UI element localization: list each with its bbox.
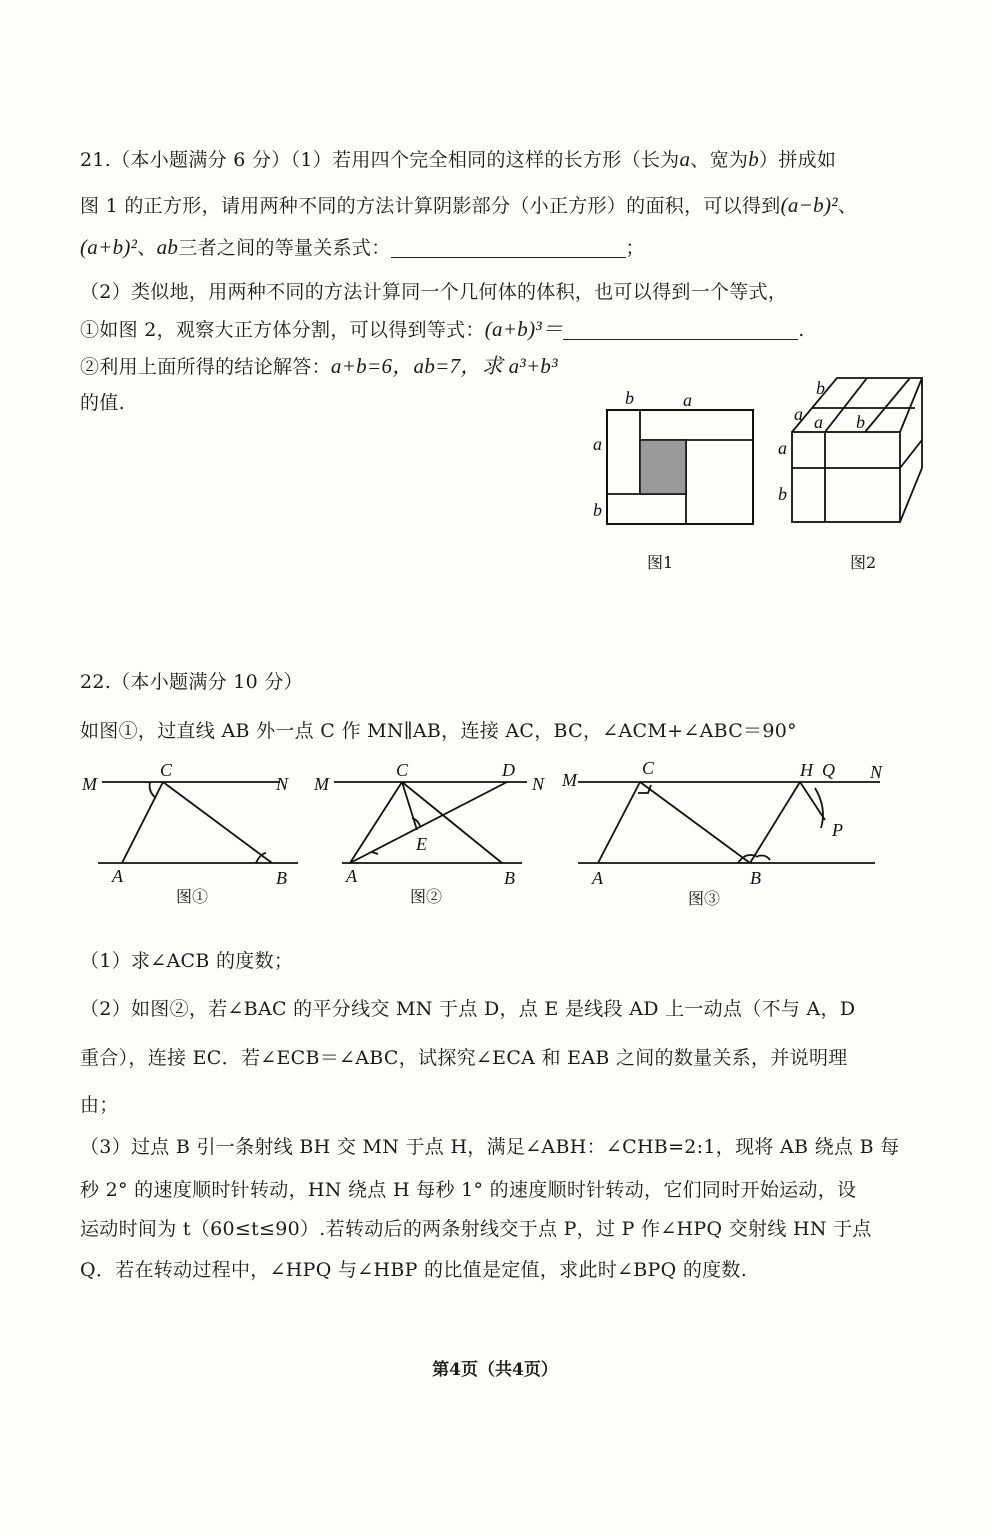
fig1-label-a-left: a <box>593 434 602 454</box>
q21-line-2: 图 1 的正方形，请用两种不同的方法计算阴影部分（小正方形）的面积，可以得到(a−b)²、 <box>80 193 858 217</box>
q21-line-1: 21.（本小题满分 6 分）（1）若用四个完全相同的这样的长方形（长为a、宽为b）拼成如 <box>80 147 837 171</box>
fig3-B: B <box>750 868 761 888</box>
shaded-small-square <box>640 440 686 494</box>
q22-fig1-caption: 图① <box>176 887 209 906</box>
figure-2 <box>770 370 940 580</box>
answer-blank-2[interactable] <box>563 319 798 340</box>
figure-1 <box>585 380 765 580</box>
fig1-M: M <box>82 774 97 794</box>
q22-figure-2 <box>312 760 552 910</box>
fig3-Q: Q <box>822 760 835 780</box>
q21-line-7: 的值. <box>80 392 125 414</box>
cube-front <box>792 432 900 522</box>
fig2-B: B <box>504 868 515 888</box>
fig2-N: N <box>532 774 545 794</box>
fig1-label-a: a <box>683 390 692 410</box>
q22-part2-line3: 由； <box>80 1094 119 1116</box>
fig2-E: E <box>416 834 427 854</box>
q22-part2-line1: （2）如图②，若∠BAC 的平分线交 MN 于点 D，点 E 是线段 AD 上一动点（不与 A，D <box>80 998 856 1020</box>
q22-part2-line2: 重合），连接 EC．若∠ECB＝∠ABC，试探究∠ECA 和 EAB 之间的数量关系，并说明理 <box>80 1047 848 1069</box>
q22-fig3-caption: 图③ <box>688 889 721 908</box>
q22-part3-line3: 运动时间为 t（60≤t≤90）.若转动后的两条射线交于点 P，过 P 作∠HPQ 交射线 HN 于点 <box>80 1218 872 1240</box>
fig2-label-b-top2: b <box>856 412 865 432</box>
fig2-M: M <box>314 774 329 794</box>
fig2-caption: 图2 <box>850 553 877 572</box>
answer-blank-1[interactable] <box>391 237 626 258</box>
fig1-A: A <box>112 866 123 886</box>
fig1-label-b-left: b <box>593 500 602 520</box>
fig2-label-a-front: a <box>778 438 787 458</box>
fig3-H: H <box>800 760 813 780</box>
q22-figure-1 <box>80 760 305 910</box>
fig2-label-b-front: b <box>778 484 787 504</box>
q22-part1: （1）求∠ACB 的度数； <box>80 950 294 972</box>
fig2-D: D <box>502 760 515 780</box>
fig1-C: C <box>160 760 173 780</box>
fig3-M: M <box>562 770 577 790</box>
fig3-A: A <box>592 868 603 888</box>
fig3-P: P <box>832 820 843 840</box>
fig2-C: C <box>396 760 409 780</box>
fig2-label-a-side: a <box>794 404 803 424</box>
fig3-C: C <box>642 758 655 778</box>
fig2-A: A <box>346 866 357 886</box>
q22-intro: 如图①，过直线 AB 外一点 C 作 MN∥AB，连接 AC，BC，∠ACM+∠ABC＝90° <box>80 720 797 742</box>
q22-part3-line1: （3）过点 B 引一条射线 BH 交 MN 于点 H，满足∠ABH：∠CHB=2:1，现将 AB 绕点 B 每 <box>80 1136 900 1158</box>
q22-part3-line2: 秒 2° 的速度顺时针转动，HN 绕点 H 每秒 1° 的速度顺时针转动，它们同时开始运动，设 <box>80 1179 857 1201</box>
q21-line-3: (a+b)²、ab三者之间的等量关系式： ； <box>80 235 645 259</box>
fig1-caption: 图1 <box>647 553 674 572</box>
fig2-label-b-top: b <box>816 378 825 398</box>
fig1-N: N <box>276 774 289 794</box>
fig3-N: N <box>870 762 883 782</box>
q22-fig2-caption: 图② <box>410 887 443 906</box>
fig1-B: B <box>276 868 287 888</box>
q21-line-4: （2）类似地，用两种不同的方法计算同一个几何体的体积，也可以得到一个等式， <box>80 281 788 303</box>
q22-part3-line4: Q．若在转动过程中，∠HPQ 与∠HBP 的比值是定值，求此时∠BPQ 的度数. <box>80 1259 748 1281</box>
page-footer: 第4页（共4页） <box>432 1360 558 1380</box>
fig2-label-a-top: a <box>814 412 823 432</box>
fig1-label-b: b <box>625 388 634 408</box>
q21-line-5: ①如图 2，观察大正方体分割，可以得到等式：(a+b)³＝ . <box>80 317 805 341</box>
q22-title: 22.（本小题满分 10 分） <box>80 671 303 693</box>
q21-line-6: ②利用上面所得的结论解答：a+b=6，ab=7，求 a³+b³ <box>80 354 558 378</box>
q22-figure-3 <box>560 760 890 910</box>
